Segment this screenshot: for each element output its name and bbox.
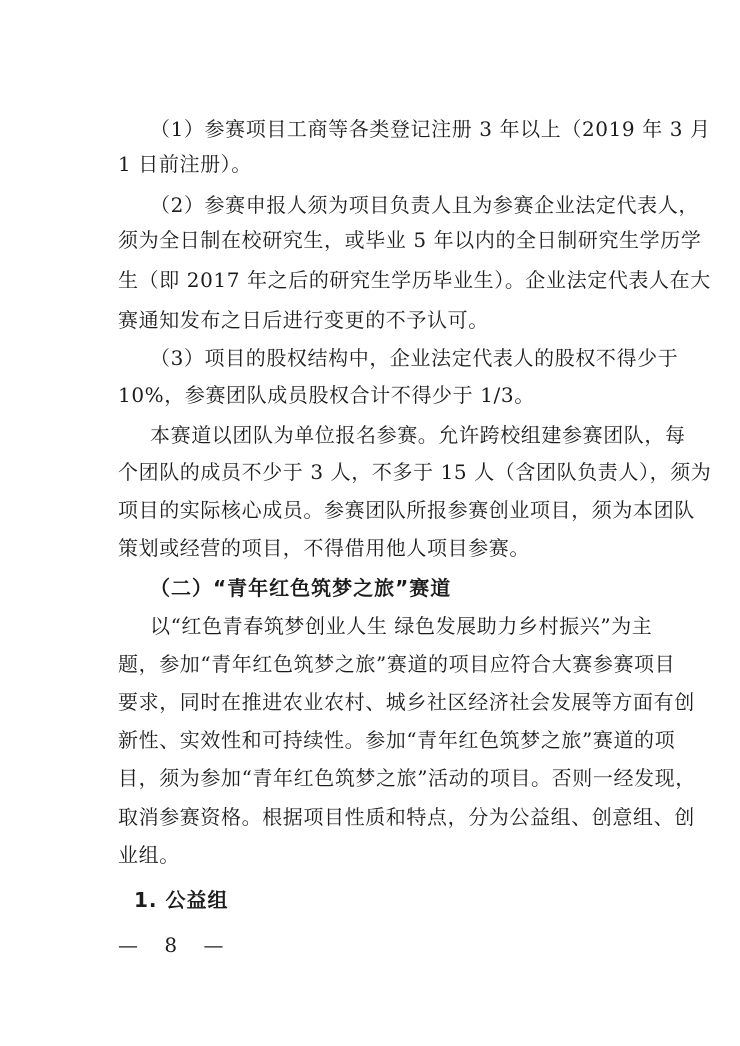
paragraph-line: 目，须为参加“青年红色筑梦之旅”活动的项目。否则一经发现， [118, 766, 696, 790]
paragraph-line: 个团队的成员不少于 3 人，不多于 15 人（含团队负责人），须为 [118, 460, 712, 484]
page-number: — 8 — [118, 933, 234, 957]
paragraph-line: 生（即 2017 年之后的研究生学历毕业生）。企业法定代表人在大 [118, 268, 711, 292]
paragraph-line: 以“红色青春筑梦创业人生 绿色发展助力乡村振兴”为主 [150, 614, 653, 638]
paragraph-line: 10%，参赛团队成员股权合计不得少于 1/3。 [118, 383, 535, 407]
paragraph-line: 题，参加“青年红色筑梦之旅”赛道的项目应符合大赛参赛项目 [118, 652, 676, 676]
paragraph-line: 本赛道以团队为单位报名参赛。允许跨校组建参赛团队，每 [150, 423, 686, 447]
paragraph-line: （2）参赛申报人须为项目负责人且为参赛企业法定代表人， [150, 193, 699, 217]
paragraph-line: （3）项目的股权结构中，企业法定代表人的股权不得少于 [150, 346, 679, 370]
paragraph-line: 取消参赛资格。根据项目性质和特点，分为公益组、创意组、创 [118, 805, 695, 829]
paragraph-line: 赛通知发布之日后进行变更的不予认可。 [118, 308, 489, 332]
paragraph-line: 须为全日制在校研究生，或毕业 5 年以内的全日制研究生学历学 [118, 228, 702, 252]
paragraph-line: 项目的实际核心成员。参赛团队所报参赛创业项目，须为本团队 [118, 498, 695, 522]
paragraph-line: 业组。 [118, 843, 180, 867]
section-heading: （二）“青年红色筑梦之旅”赛道 [150, 576, 452, 600]
paragraph-line: 新性、实效性和可持续性。参加“青年红色筑梦之旅”赛道的项 [118, 728, 676, 752]
subsection-heading: 1. 公益组 [134, 888, 229, 912]
paragraph-line: 策划或经营的项目，不得借用他人项目参赛。 [118, 536, 530, 560]
paragraph-line: 要求，同时在推进农业农村、城乡社区经济社会发展等方面有创 [118, 690, 695, 714]
paragraph-line: （1）参赛项目工商等各类登记注册 3 年以上（2019 年 3 月 [150, 117, 711, 141]
paragraph-line: 1 日前注册）。 [118, 152, 252, 176]
